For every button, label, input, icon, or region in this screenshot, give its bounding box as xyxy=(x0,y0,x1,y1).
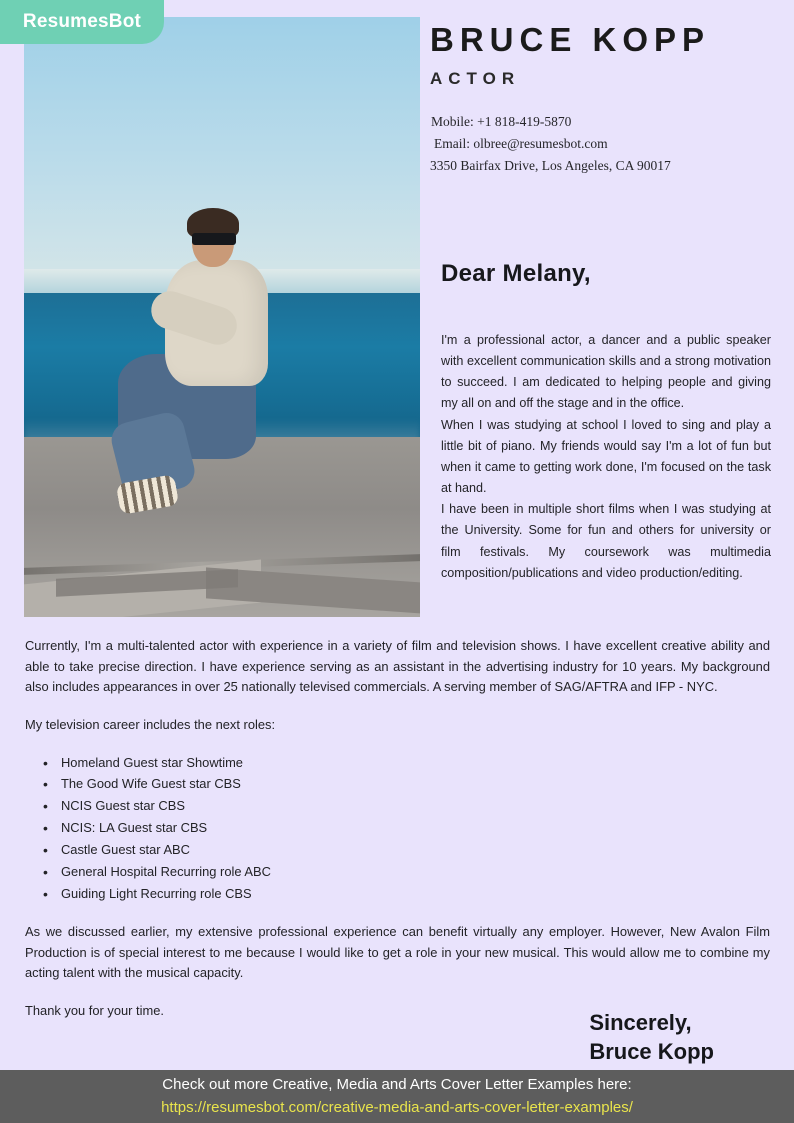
body-paragraph-current-role: Currently, I'm a multi-talented actor with experience in a variety of film and television shows. I have excellent creative ability and able to take precise direction. I have experience serving as an assistant in the advertising industry for 10 years. My background also includes appearances in over 25 nationally televised commercials. A serving member of SAG/AFTRA and IFP - NYC. xyxy=(25,638,770,695)
resumesbot-watermark-badge xyxy=(0,0,164,44)
body-paragraph-tv-intro: My television career includes the next roles: xyxy=(25,716,276,732)
contact-details xyxy=(430,111,770,177)
body-paragraph-closing: As we discussed earlier, my extensive professional experience can benefit virtually any employer. However, New Avalon Film Production is of special interest to me because I would like to get a role in your new musical. This would allow me to combine my acting talent with the musical capacity. xyxy=(25,923,770,981)
salutation: Dear Melany, xyxy=(441,260,591,287)
contact-email: Email: olbree@resumesbot.com xyxy=(434,135,608,151)
list-item: • Castle Guest star ABC xyxy=(43,840,770,861)
intro-paragraph-1: I'm a professional actor, a dancer and a public speaker with excellent communication skills and a strong motivation to succeed. I am dedicated to helping people and giving my all on and off the stage and in the office. xyxy=(441,333,771,411)
list-item: • NCIS Guest star CBS xyxy=(43,796,770,817)
footer-text: Check out more Creative, Media and Arts Cover Letter Examples here: xyxy=(162,1076,632,1093)
body-paragraph-thanks: Thank you for your time. xyxy=(25,1002,164,1018)
intro-paragraph-3: I have been in multiple short films when I was studying at the University. Some for fun and others for university or film festivals. My coursework was multimedia composition/publications and video production/editing. xyxy=(441,502,771,580)
photo-seated-man xyxy=(111,215,357,563)
applicant-photo xyxy=(24,17,420,617)
signature-block xyxy=(589,1008,714,1066)
list-item: • Homeland Guest star Showtime xyxy=(43,753,770,774)
footer-link[interactable]: https://resumesbot.com/creative-media-and-arts-cover-letter-examples/ xyxy=(161,1098,633,1116)
list-item: • Guiding Light Recurring role CBS xyxy=(43,884,770,905)
contact-mobile: Mobile: +1 818-419-5870 xyxy=(431,113,572,129)
list-item: • The Good Wife Guest star CBS xyxy=(43,774,770,795)
intro-column xyxy=(441,330,771,584)
signature-name: Bruce Kopp xyxy=(589,1038,714,1064)
footer-banner xyxy=(0,1070,794,1123)
job-title: ACTOR xyxy=(430,68,521,88)
page-title: BRUCE KOPP xyxy=(430,21,711,58)
letter-body xyxy=(25,636,770,1038)
watermark-label: ResumesBot xyxy=(22,11,142,32)
photo-illustration xyxy=(24,17,420,617)
list-item: • NCIS: LA Guest star CBS xyxy=(43,818,770,839)
sign-off: Sincerely, xyxy=(589,1009,692,1035)
list-item: • General Hospital Recurring role ABC xyxy=(43,862,770,883)
tv-roles-list xyxy=(25,753,770,905)
sunglasses-icon xyxy=(192,233,236,245)
photo-rock-right xyxy=(206,567,420,615)
contact-address: 3350 Bairfax Drive, Los Angeles, CA 90017 xyxy=(430,157,671,173)
letter-header xyxy=(430,20,770,177)
intro-paragraph-2: When I was studying at school I loved to sing and play a little bit of piano. My friends would say I'm a lot of fun but when it came to getting work done, I'm focused on the task at hand. xyxy=(441,417,771,496)
